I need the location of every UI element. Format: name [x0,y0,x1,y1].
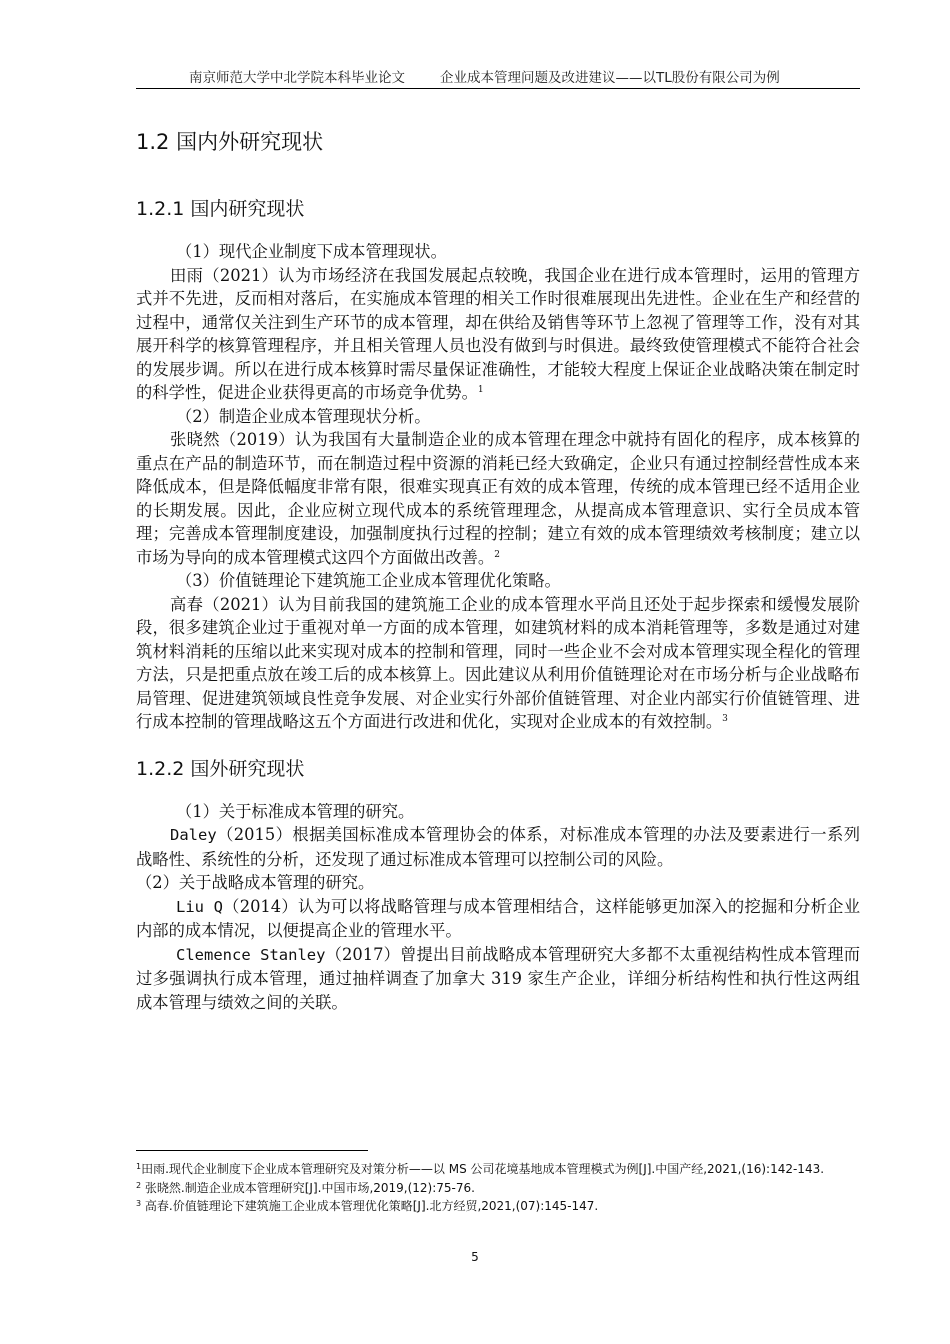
domestic-item2-text: 张晓然（2019）认为我国有大量制造企业的成本管理在理念中就持有固化的程序，成本核算的重点在产品的制造环节，而在制造过程中资源的消耗已经大致确定，企业只有通过控制经营性成本来降低成本，但是降低幅度非常有限，很难实现真正有效的成本管理，传统的成本管理已经不适用企业的长期发展。因此，企业应树立现代成本的系统管理理念，从提高成本管理意识、实行全员成本管理；完善成本管理制度建设，加强制度执行过程的控制；建立有效的成本管理绩效考核制度；建立以市场为导向的成本管理模式这四个方面做出改善。 [136,430,860,567]
footnote-ref-3[interactable]: 3 [722,714,728,724]
foreign-item2b-text: （2017）曾提出目前战略成本管理研究大多都不太重视结构性成本管理而过多强调执行成本管理，通过抽样调查了加拿大 319 家生产企业，详细分析结构性和执行性这两组成本管理与绩效之间的关联。 [136,944,860,1012]
footnote-ref-1[interactable]: 1 [477,385,484,395]
domestic-item3-paragraph [136,593,860,734]
page-header [136,66,860,89]
foreign-item2a-author: Liu Q [176,897,223,916]
footnote-text-2: 张晓然.制造企业成本管理研究[J].中国市场,2019,(12):75-76. [141,1180,475,1195]
foreign-item2a-text: （2014）认为可以将战略管理与成本管理相结合，这样能够更加深入的挖掘和分析企业内部的成本情况，以便提高企业的管理水平。 [136,896,860,940]
domestic-item2-heading: （2）制造企业成本管理现状分析。 [176,406,431,426]
domestic-item3-heading: （3）价值链理论下建筑施工企业成本管理优化策略。 [176,571,561,590]
section-title: 1.2 国内外研究现状 [136,130,324,154]
foreign-item2b-author: Clemence Stanley [176,945,326,964]
footnote-mark-1: 1 [136,1162,142,1171]
footnote-text-1: 田雨.现代企业制度下企业成本管理研究及对策分析——以 MS 公司花境基地成本管理模式为例[J].中国产经,2021,(16):142-143. [141,1162,825,1176]
page-body [136,122,860,1014]
foreign-item1-text: （2015）根据美国标准成本管理协会的体系，对标准成本管理的办法及要素进行一系列战略性、系统性的分析，还发现了通过标准成本管理可以控制公司的风险。 [136,825,860,869]
foreign-item1-heading: （1）关于标准成本管理的研究。 [176,801,415,821]
footnote-2 [136,1179,860,1198]
domestic-item1-heading: （1）现代企业制度下成本管理现状。 [176,242,447,261]
footnotes [136,1160,860,1216]
foreign-item1-author: Daley [170,826,217,844]
foreign-item2a-paragraph [136,895,860,943]
footnote-ref-2[interactable]: 2 [494,549,500,560]
footnote-mark-3: 3 [136,1199,142,1208]
header-thesis-title: 企业成本管理问题及改进建议——以TL股份有限公司为例 [440,70,780,86]
foreign-section-title: 1.2.2 国外研究现状 [136,757,305,780]
foreign-item2b-paragraph [136,943,860,1015]
footnote-1 [136,1160,860,1179]
footnote-3 [136,1197,860,1216]
domestic-item2-paragraph [136,428,860,569]
domestic-item3-text: 高春（2021）认为目前我国的建筑施工企业的成本管理水平尚且还处于起步探索和缓慢发展阶段，很多建筑企业过于重视对单一方面的成本管理，如建筑材料的成本消耗管理等，多数是通过对建筑材料消耗的压缩以此来实现对成本的控制和管理，同时一些企业不会对成本管理实现全程化的管理方法，只是把重点放在竣工后的成本核算上。因此建议从利用价值链理论对在市场分析与企业战略布局管理、促进建筑领域良性竞争发展、对企业实行外部价值链管理、对企业内部实行价值链管理、进行成本控制的管理战略这五个方面进行改进和优化，实现对企业成本的有效控制。 [136,594,860,731]
foreign-item2-heading: （2）关于战略成本管理的研究。 [136,873,375,892]
footnote-divider [136,1150,368,1151]
header-thesis-label: 南京师范大学中北学院本科毕业论文 [189,70,405,86]
footnote-text-3: 高春.价值链理论下建筑施工企业成本管理优化策略[J].北方经贸,2021,(07):145-147. [141,1199,599,1213]
page-number: 5 [471,1250,479,1264]
domestic-item1-paragraph [136,264,860,405]
domestic-section-title: 1.2.1 国内研究现状 [136,198,305,220]
footnote-mark-2: 2 [136,1180,142,1190]
domestic-item1-text: 田雨（2021）认为市场经济在我国发展起点较晚，我国企业在进行成本管理时，运用的管理方式并不先进，反而相对落后，在实施成本管理的相关工作时很难展现出先进性。企业在生产和经营的过程中，通常仅关注到生产环节的成本管理，却在供给及销售等环节上忽视了管理等工作，没有对其展开科学的核算管理程序，并且相关管理人员也没有做到与时俱进。最终致使管理模式不能符合社会的发展步调。所以在进行成本核算时需尽量保证准确性，才能较大程度上保证企业战略决策在制定时的科学性，促进企业获得更高的市场竞争优势。 [136,265,860,402]
foreign-item1-paragraph [136,823,860,871]
